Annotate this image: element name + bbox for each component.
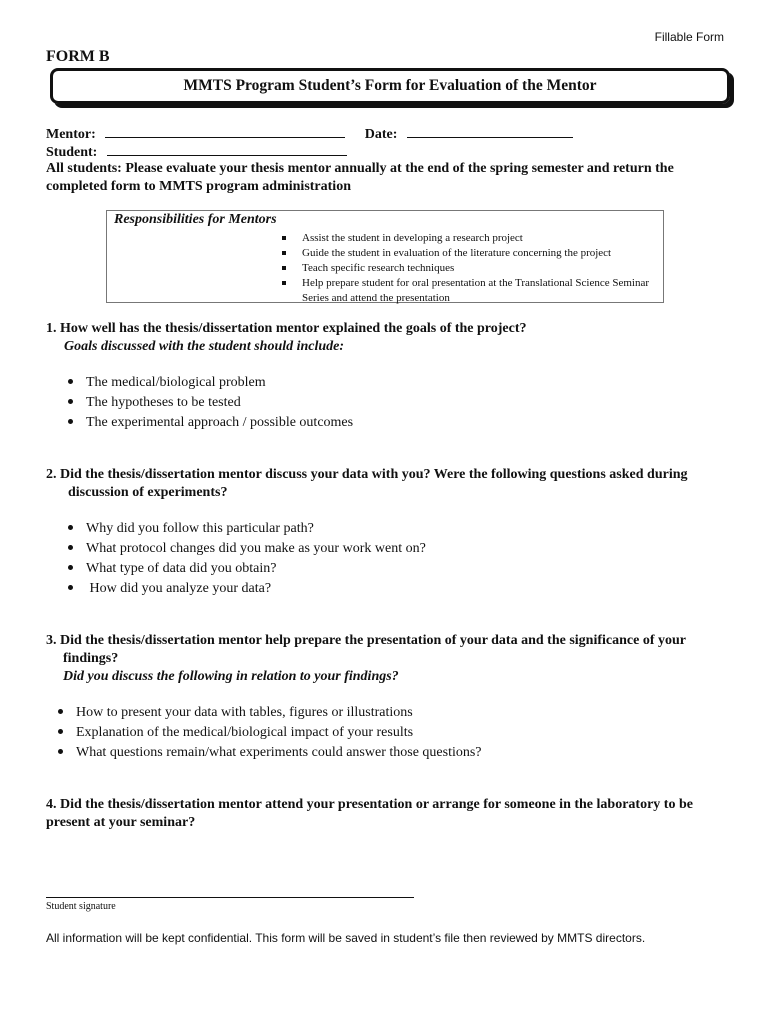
square-bullet-icon bbox=[282, 266, 286, 270]
question-1-bullets bbox=[64, 373, 353, 433]
list-item: The medical/biological problem bbox=[64, 373, 353, 393]
list-item: What questions remain/what experiments could answer those questions? bbox=[54, 743, 482, 763]
bullet-icon bbox=[68, 525, 73, 530]
list-item: Teach specific research techniques bbox=[279, 261, 662, 276]
question-1-text: 1. How well has the thesis/dissertation mentor explained the goals of the project? bbox=[46, 321, 527, 336]
list-item: What protocol changes did you make as your work went on? bbox=[64, 539, 426, 559]
question-3-subtitle: Did you discuss the following in relation to your findings? bbox=[63, 669, 399, 684]
list-item: Help prepare student for oral presentation at the Translational Science Seminar Series and attend the presentation bbox=[279, 276, 662, 306]
bullet-icon bbox=[68, 399, 73, 404]
list-item: The hypotheses to be tested bbox=[64, 393, 353, 413]
bullet-icon bbox=[68, 419, 73, 424]
question-4-text: 4. Did the thesis/dissertation mentor attend your presentation or arrange for someone in the laboratory to be present at your seminar? bbox=[46, 797, 693, 830]
student-label: Student: bbox=[46, 145, 98, 160]
form-title-box bbox=[50, 68, 730, 104]
square-bullet-icon bbox=[282, 236, 286, 240]
form-title: MMTS Program Student’s Form for Evaluation of the Mentor bbox=[183, 77, 597, 94]
list-item: Assist the student in developing a research project bbox=[279, 231, 662, 246]
form-label: FORM B bbox=[46, 48, 110, 65]
instructions: All students: Please evaluate your thesis mentor annually at the end of the spring semester and return the completed form to MMTS program administration bbox=[46, 161, 674, 194]
question-1-subtitle: Goals discussed with the student should include: bbox=[64, 339, 345, 354]
student-field[interactable] bbox=[107, 143, 347, 156]
list-item: The experimental approach / possible outcomes bbox=[64, 413, 353, 433]
bullet-icon bbox=[58, 749, 63, 754]
question-2-text: 2. Did the thesis/dissertation mentor discuss your data with you? Were the following questions asked during discussion of experiments? bbox=[46, 467, 688, 500]
list-item: How did you analyze your data? bbox=[64, 579, 426, 599]
list-item: Why did you follow this particular path? bbox=[64, 519, 426, 539]
question-2-bullets bbox=[64, 519, 426, 599]
bullet-icon bbox=[58, 729, 63, 734]
question-3 bbox=[46, 632, 736, 686]
square-bullet-icon bbox=[282, 251, 286, 255]
bullet-icon bbox=[68, 545, 73, 550]
question-3-text: 3. Did the thesis/dissertation mentor help prepare the presentation of your data and the significance of your findings? bbox=[46, 633, 686, 666]
bullet-icon bbox=[68, 585, 73, 590]
fillable-form-label: Fillable Form bbox=[654, 30, 724, 44]
mentor-label: Mentor: bbox=[46, 127, 96, 142]
list-item: Explanation of the medical/biological impact of your results bbox=[54, 723, 482, 743]
student-row bbox=[46, 143, 347, 161]
responsibilities-box bbox=[106, 210, 664, 303]
question-2 bbox=[46, 466, 736, 502]
list-item: Guide the student in evaluation of the literature concerning the project bbox=[279, 246, 662, 261]
signature-line[interactable] bbox=[46, 897, 414, 898]
responsibilities-title: Responsibilities for Mentors bbox=[114, 212, 277, 227]
date-field[interactable] bbox=[407, 125, 573, 138]
responsibilities-list bbox=[279, 231, 662, 306]
footer-note: All information will be kept confidential. This form will be saved in student’s file then reviewed by MMTS directors. bbox=[46, 931, 646, 945]
square-bullet-icon bbox=[282, 281, 286, 285]
mentor-date-row bbox=[46, 125, 573, 143]
list-item: How to present your data with tables, figures or illustrations bbox=[54, 703, 482, 723]
mentor-field[interactable] bbox=[105, 125, 345, 138]
bullet-icon bbox=[68, 565, 73, 570]
list-item: What type of data did you obtain? bbox=[64, 559, 426, 579]
date-label: Date: bbox=[364, 127, 398, 142]
question-3-bullets bbox=[54, 703, 482, 763]
bullet-icon bbox=[58, 709, 63, 714]
signature-label: Student signature bbox=[46, 901, 116, 912]
question-4 bbox=[46, 796, 736, 832]
question-1 bbox=[46, 320, 736, 356]
bullet-icon bbox=[68, 379, 73, 384]
